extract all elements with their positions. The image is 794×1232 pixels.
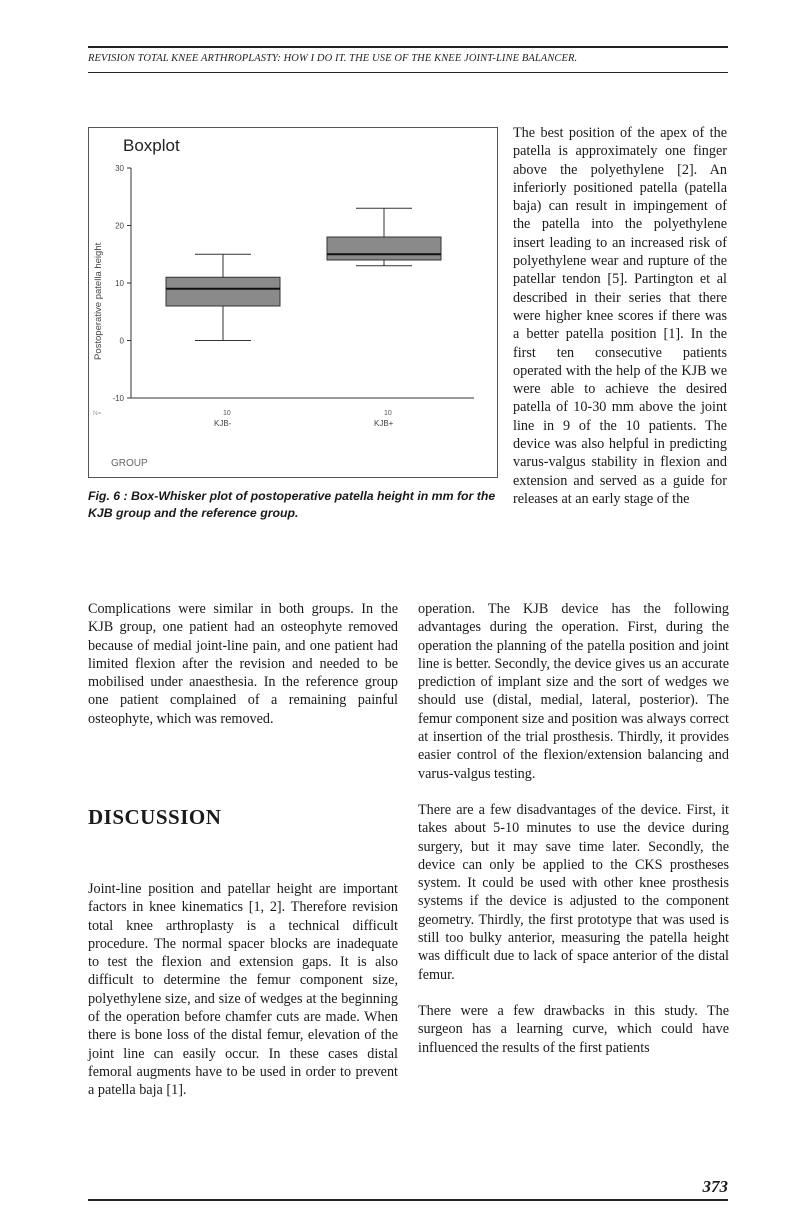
y-tick-label: -10 [112,394,124,403]
left-column [88,600,398,728]
chart-title: Boxplot [123,136,180,155]
category-label-kjb-minus: KJB- [214,419,232,428]
box-KJB+ [327,237,441,260]
header-rule-bottom [88,72,728,73]
category-label-kjb-plus: KJB+ [374,419,394,428]
figure-caption: Fig. 6 : Box-Whisker plot of postoperative patella height in mm for the KJB group and the reference group. [88,489,496,520]
y-ticks [112,164,131,403]
y-tick-label: 20 [115,221,124,231]
disadvantages-paragraph: There are a few disadvantages of the device. First, it takes about 5-10 minutes to use the device during surgery, but it may save time later. Secondly, the device can only be applied to the CKS prostheses system. It could be used with other knee prosthesis systems if the device is adjusted to the component geometry. Thirdly, the first prototype that was used is still too bulky anterior, measuring the patella height was difficult due to lack of space anterior of the distal femur. [418,801,729,983]
y-tick-label: 30 [115,164,124,173]
right-column [418,600,729,1057]
running-title: REVISION TOTAL KNEE ARTHROPLASTY: HOW I DO IT. THE USE OF THE KNEE JOINT-LINE BALANCER. [88,53,578,64]
boxes [166,208,441,340]
discussion-heading: DISCUSSION [88,805,222,829]
x-axis-label: GROUP [111,458,148,469]
right-top-paragraph [513,124,727,508]
footer-rule [88,1199,728,1201]
boxplot-chart [89,128,499,479]
n-value-kjb-minus: 10 [223,410,231,417]
page-number: 373 [702,1177,728,1196]
header-rule-top [88,46,728,48]
y-tick-label: 0 [119,336,124,346]
box-KJB- [166,277,280,306]
y-axis-label: Postoperative patella height [93,242,104,360]
n-value-kjb-plus: 10 [384,410,392,417]
advantages-paragraph: operation. The KJB device has the following advantages during the operation. First, during the operation the planning of the patella position and joint line is better. Secondly, the device gives us an accurate prediction of implant size and the sort of wedges we should use (distal, medial, lateral, posterior). The femur component size and position was always correct at insertion of the trial prosthesis. Thirdly, it provides easier control of the flexion/extension balancing and varus-valgus testing. [418,601,729,782]
drawbacks-paragraph: There were a few drawbacks in this study. The surgeon has a learning curve, which could have influenced the results of the first patients [418,1002,729,1056]
complications-paragraph: Complications were similar in both groups. In the KJB group, one patient had an osteophyte removed because of medial joint-line pain, and one patient had limited flexion after the revision and needed to be mobilised under anaesthesia. In the reference group one patient complained of a remaining painful osteophyte, which was removed. [88,601,398,727]
discussion-paragraph: Joint-line position and patellar height are important factors in knee kinematics [1, 2]. Therefore revision total knee arthroplasty is a technical difficult procedure. The normal spacer blocks are inadequate to test the flexion and extension gaps. It is also difficult to determine the femur component size, polyethylene size, and size of wedges at the beginning of the operation before chamfer cuts are made. When there is bone loss of the distal femur, elevation of the joint line can easily occur. In these cases distal femoral augments have to be used in order to prevent a patella baja [1]. [88,881,398,1099]
patella-position-paragraph: The best position of the apex of the patella is approximately one finger above the polyethylene [2]. An inferiorly positioned patella (patella baja) can result in impingement of the patella into the polyethylene insert leading to an increased risk of polyethylene wear and rupture of the patellar tendon [5]. Partington et al described in their series that there were higher knee scores if there was a better patella position [1]. In the first ten consecutive patients operated with the help of the KJB we were able to achieve the desired patella of 10-30 mm above the joint line in 9 of the 10 patients. The device was also helpful in predicting varus-valgus stability in flexion and extension and served as a guide for releases at an early stage of the [513,125,727,507]
n-label: N= [93,410,102,417]
discussion-column [88,880,398,1100]
y-tick-label: 10 [115,279,124,288]
boxplot-figure [88,127,498,478]
